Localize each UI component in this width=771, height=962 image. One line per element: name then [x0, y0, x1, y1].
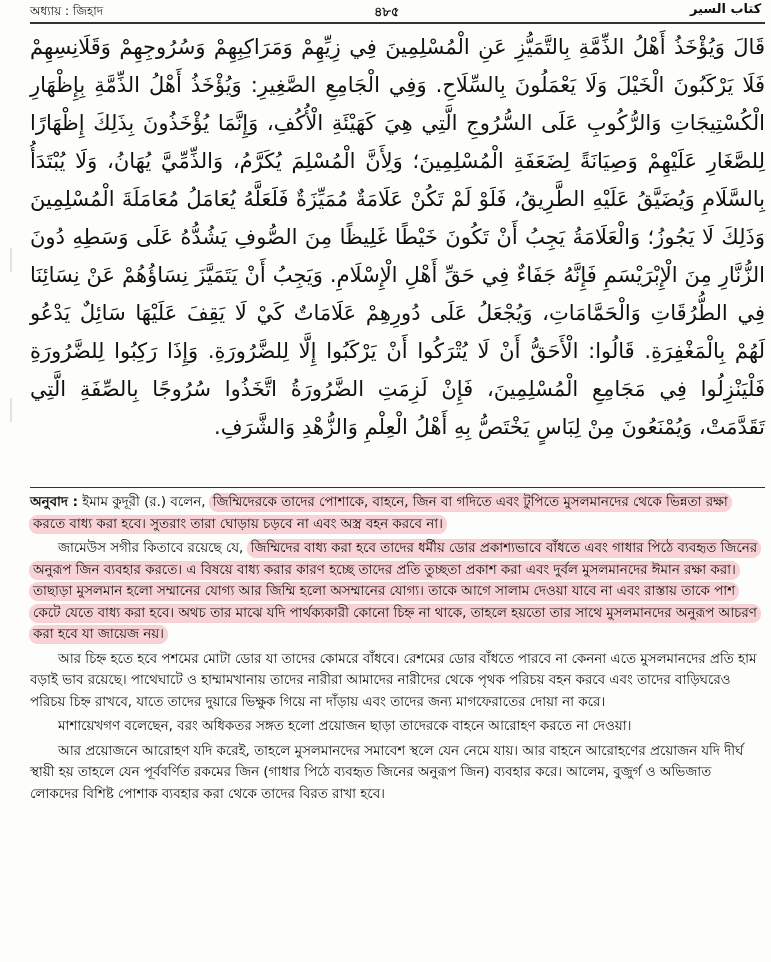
- translation-label: অনুবাদ :: [30, 495, 78, 510]
- translation-paragraph-4: মাশায়েখগণ বলেছেন, বরং অধিকতর সঙ্গত হলো প্রয়োজন ছাড়া তাদেরকে বাহনে আরোহণ করতে না দেওয়া।: [58, 719, 632, 734]
- translation-paragraph-3: আর চিহ্ন হতে হবে পশমের মোটা ডোর যা তাদের কোমরে বাঁধবে। রেশমের ডোর বাঁধতে পারবে না কেননা এতে মুসলমানদের প্রতি হাম বড়াই ভাব রয়েছে। পাথেঘাটে ও হাম্মামখানায় তাদের নারীরা আমাদের নারীদের থেকে পৃথক পরিচয় বহন করবে এবং তাদের বাড়িঘরেও পরিচয় চিহ্ন রাখবে, যাতে তাদের দুয়ারে ভিক্ষুক গিয়ে না দাঁড়ায় এবং তাদের জন্য মাগফেরাতের দোয়া না করে।: [30, 651, 757, 710]
- translation-intro: ইমাম কুদূরী (র.) বলেন,: [77, 495, 210, 510]
- margin-mark: [10, 248, 12, 272]
- page-number: ৪৮৫: [374, 5, 400, 20]
- margin-mark: [10, 398, 12, 422]
- arabic-text-block: [30, 28, 765, 484]
- chapter-title: অধ্যায় : জিহাদ: [30, 4, 104, 18]
- book-title: كتاب السير: [690, 2, 762, 17]
- translation-block: [30, 492, 760, 808]
- translation-paragraph-2: [30, 538, 760, 646]
- translation-paragraph-1: [30, 492, 760, 535]
- highlighted-passage: জিম্মিদেরকে তাদের পোশাকে, বাহনে, জিন বা গদিতে এবং টুপিতে মুসলমানদের থেকে ভিন্নতা রক্ষা করতে বাধ্য করা হবে। সুতরাং তারা ঘোড়ায় চড়বে না এবং অস্ত্র বহন করবে না।: [30, 494, 731, 533]
- arabic-paragraph: قَالَ وَيُؤْخَذُ أَهْلُ الذِّمَّةِ بِالتَّمَيُّزِ عَنِ الْمُسْلِمِينَ فِي زِيِّهِمْ وَمَرَاكِبِهِمْ وَسُرُوجِهِمْ وَقَلَانِسِهِمْ فَلَا يَرْكَبُونَ الْخَيْلَ وَلَا يَعْمَلُونَ بِالسِّلَاحِ. وَفِي الْجَامِعِ الصَّغِيرِ: وَيُؤْخَذُ أَهْلُ الذِّمَّةِ بِإِظْهَارِ الْكُسْتِيجَاتِ وَالرُّكُوبِ عَلَى السُّرُوجِ الَّتِي هِيَ كَهَيْئَةِ الْأُكُفِ، وَإِنَّمَا يُؤْخَذُونَ بِذَلِكَ إِظْهَارًا لِلصَّغَارِ عَلَيْهِمْ وَصِيَانَةً لِضَعَفَةِ الْمُسْلِمِينَ؛ وَلِأَنَّ الْمُسْلِمَ يُكَرَّمُ، وَالذِّمِّيَّ يُهَانُ، وَلَا يُبْتَدَأُ بِالسَّلَامِ وَيُضَيَّقُ عَلَيْهِ الطَّرِيقُ، فَلَوْ لَمْ تَكُنْ عَلَامَةٌ مُمَيِّزَةٌ فَلَعَلَّهُ يُعَامَلُ مُعَامَلَةَ الْمُسْلِمِينَ وَذَلِكَ لَا يَجُوزُ؛ وَالْعَلَامَةُ يَجِبُ أَنْ تَكُونَ خَيْطًا غَلِيظًا مِنَ الصُّوفِ يَشُدُّهُ عَلَى وَسَطِهِ دُونَ الزُّنَّارِ مِنَ الْإِبْرَيْسَمِ فَإِنَّهُ جَفَاءٌ فِي حَقِّ أَهْلِ الْإِسْلَامِ. وَيَجِبُ أَنْ يَتَمَيَّزَ نِسَاؤُهُمْ عَنْ نِسَائِنَا فِي الطُّرُقَاتِ وَالْحَمَّامَاتِ، وَيُجْعَلُ عَلَى دُورِهِمْ عَلَامَاتٌ كَيْ لَا يَقِفَ عَلَيْهَا سَائِلٌ يَدْعُو لَهُمْ بِالْمَغْفِرَةِ. قَالُوا: الْأَحَقُّ أَنْ لَا يُتْرَكُوا أَنْ يَرْكَبُوا إِلَّا لِلضَّرُورَةِ. وَإِذَا رَكِبُوا لِلضَّرُورَةِ فَلْيَنْزِلُوا فِي مَجَامِعِ الْمُسْلِمِينَ، فَإِنْ لَزِمَتِ الضَّرُورَةُ اتَّخَذُوا سُرُوجًا بِالصِّفَةِ الَّتِي تَقَدَّمَتْ، وَيُمْنَعُونَ مِنْ لِبَاسٍ يَخْتَصُّ بِهِ أَهْلُ الْعِلْمِ وَالزُّهْدِ وَالشَّرَفِ.: [30, 35, 765, 439]
- translation-paragraph-5: আর প্রয়োজনে আরোহণ যদি করেই, তাহলে মুসলমানদের সমাবেশ স্থলে যেন নেমে যায়। আর বাহনে আরোহণের প্রয়োজন যদি দীর্ঘ স্থায়ী হয় তাহলে যেন পূর্ববর্ণিত রকমের জিন (গাধার পিঠে ব্যবহৃত জিনের অনুরূপ জিন) ব্যবহার করে। আলেম, বুজুর্গ ও অভিজাত লোকদের বিশিষ্ট পোশাক ব্যবহার করা থেকে তাদের বিরত রাখা হবে।: [30, 743, 744, 802]
- section-divider: [30, 487, 765, 488]
- jamius-sagir-intro: জামেউস সগীর কিতাবে রয়েছে যে,: [58, 541, 248, 556]
- running-header: [0, 0, 771, 24]
- header-rule: [30, 22, 765, 24]
- highlighted-passage: জিম্মিদের বাধ্য করা হবে তাদের ধর্মীয় ডোর প্রকাশ্যভাবে বাঁধতে এবং গাধার পিঠে ব্যবহৃত জিনের অনুরূপ জিন ব্যবহার করতে। এ বিষয়ে বাধ্য করার কারণ হচ্ছে তাদের প্রতি তুচ্ছতা প্রকাশ করা এবং দুর্বল মুসলমানদের ঈমান রক্ষা করা। তাছাড়া মুসলমান হলো সম্মানের যোগ্য আর জিম্মি হলো অসম্মানের যোগ্য। তাকে আগে সালাম দেওয়া যাবে না এবং রাস্তায় তাকে পাশ কেটে যেতে বাধ্য করা হবে। অথচ তার মাঝে যদি পার্থক্যকারী কোনো চিহ্ন না থাকে, তাহলে হয়তো তার সাথে মুসলমানদের অনুরূপ আচরণ করা হবে যা জায়েজ নয়।: [30, 540, 760, 643]
